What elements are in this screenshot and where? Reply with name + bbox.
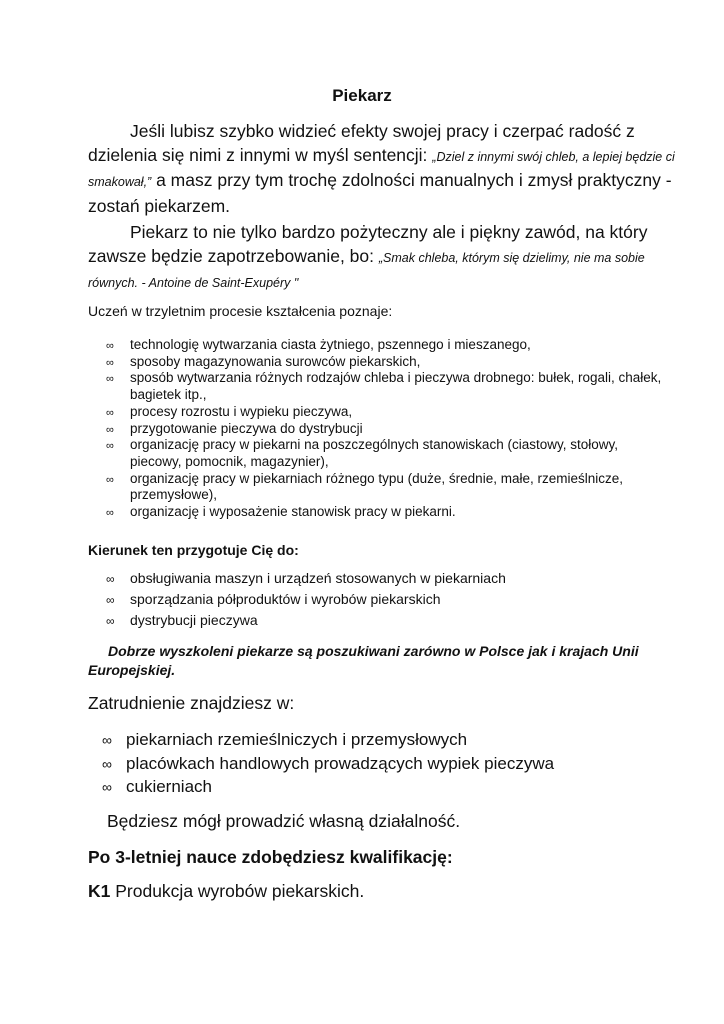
list-item — [100, 421, 670, 438]
list-item — [100, 437, 670, 470]
list-item — [96, 775, 666, 799]
qualification-heading: Po 3-letniej nauce zdobędziesz kwalifikację: — [88, 847, 453, 867]
list-item-text: sposób wytwarzania różnych rodzajów chleba i pieczywa drobnego: bułek, rogali, chałek, bagietek itp., — [130, 370, 662, 403]
infinity-bullet-icon: ∞ — [106, 356, 114, 369]
intro-text-1: Jeśli lubisz szybko widzieć efekty swojej pracy i czerpać radość z dzielenia się nimi z innymi w myśl sentencji: — [88, 121, 635, 165]
list-item-text: placówkach handlowych prowadzących wypiek pieczywa — [126, 753, 555, 773]
learning-heading: Uczeń w trzyletnim procesie kształcenia poznaje: — [88, 303, 393, 319]
list-item-text: organizację pracy w piekarni na poszczególnych stanowiskach (ciastowy, stołowy, piecowy, pomocnik, magazynier), — [130, 437, 618, 469]
infinity-bullet-icon: ∞ — [106, 440, 114, 453]
infinity-bullet-icon: ∞ — [102, 732, 112, 748]
intro-quote-1: „Dziel z innymi swój chleb, a lepiej będzie ci smakował,” — [88, 149, 675, 189]
infinity-bullet-icon: ∞ — [106, 340, 114, 352]
infinity-bullet-icon: ∞ — [106, 373, 114, 386]
list-item-text: przygotowanie pieczywa do dystrybucji — [130, 420, 363, 436]
infinity-bullet-icon: ∞ — [106, 614, 115, 628]
list-item-text: sposoby magazynowania surowców piekarskich, — [130, 353, 421, 369]
list-item-text: technologię wytwarzania ciasta żytniego, pszennego i mieszanego, — [130, 337, 531, 352]
intro-text-1-end: a masz przy tym trochę zdolności manualnych i zmysł praktyczny - zostań piekarzem. — [88, 170, 672, 216]
list-item-text: dystrybucji pieczywa — [130, 612, 258, 628]
infinity-bullet-icon: ∞ — [106, 473, 114, 486]
own-business-statement: Będziesz mógł prowadzić własną działalność. — [107, 811, 461, 831]
list-item — [96, 752, 666, 776]
page-title: Piekarz — [332, 86, 392, 105]
list-item-text: organizację i wyposażenie stanowisk pracy w piekarni. — [130, 504, 456, 520]
qualification-name: Produkcja wyrobów piekarskich. — [110, 881, 365, 901]
intro-paragraph-1 — [88, 120, 678, 218]
demand-text: Dobrze wyszkoleni piekarze są poszukiwani zarówno w Polsce jak i krajach Unii Europejskiej. — [88, 643, 639, 678]
list-item-text: organizację pracy w piekarniach różnego typu (duże, średnie, małe, rzemieślnicze, przemysłowe), — [130, 470, 623, 503]
intro-paragraph-2 — [88, 221, 678, 296]
intro-quote-2: „Smak chleba, którym się dzielimy, nie ma sobie równych. - Antoine de Saint-Exupéry " — [88, 250, 645, 290]
list-item — [100, 610, 670, 631]
intro-text-2: Piekarz to nie tylko bardzo pożyteczny ale i piękny zawód, na który zawsze będzie zapotrzebowanie, bo: — [88, 222, 648, 266]
qualification-code: K1 — [88, 881, 111, 901]
list-item — [100, 504, 670, 521]
list-item — [100, 337, 670, 354]
list-item-text: piekarniach rzemieślniczych i przemysłowych — [126, 730, 468, 749]
list-item-text: obsługiwania maszyn i urządzeń stosowanych w piekarniach — [130, 570, 506, 586]
infinity-bullet-icon: ∞ — [102, 755, 112, 772]
list-item — [100, 568, 670, 589]
list-item — [100, 471, 670, 504]
infinity-bullet-icon: ∞ — [106, 507, 114, 520]
list-item — [100, 589, 670, 610]
list-item — [96, 728, 666, 752]
demand-statement — [88, 642, 678, 680]
infinity-bullet-icon: ∞ — [106, 406, 114, 419]
list-item — [100, 404, 670, 421]
infinity-bullet-icon: ∞ — [106, 572, 115, 586]
learning-list — [100, 337, 670, 521]
qualification-line — [88, 880, 678, 904]
infinity-bullet-icon: ∞ — [106, 423, 114, 436]
prepares-list — [100, 568, 670, 631]
list-item — [100, 354, 670, 371]
infinity-bullet-icon: ∞ — [106, 593, 115, 607]
list-item-text: sporządzania półproduktów i wyrobów piekarskich — [130, 591, 441, 607]
list-item-text: procesy rozrostu i wypieku pieczywa, — [130, 403, 353, 419]
employment-heading: Zatrudnienie znajdziesz w: — [88, 693, 295, 713]
prepares-heading: Kierunek ten przygotuje Cię do: — [88, 542, 299, 558]
list-item — [100, 370, 670, 403]
infinity-bullet-icon: ∞ — [102, 779, 112, 795]
list-item-text: cukierniach — [126, 777, 212, 796]
employment-list — [96, 728, 666, 799]
